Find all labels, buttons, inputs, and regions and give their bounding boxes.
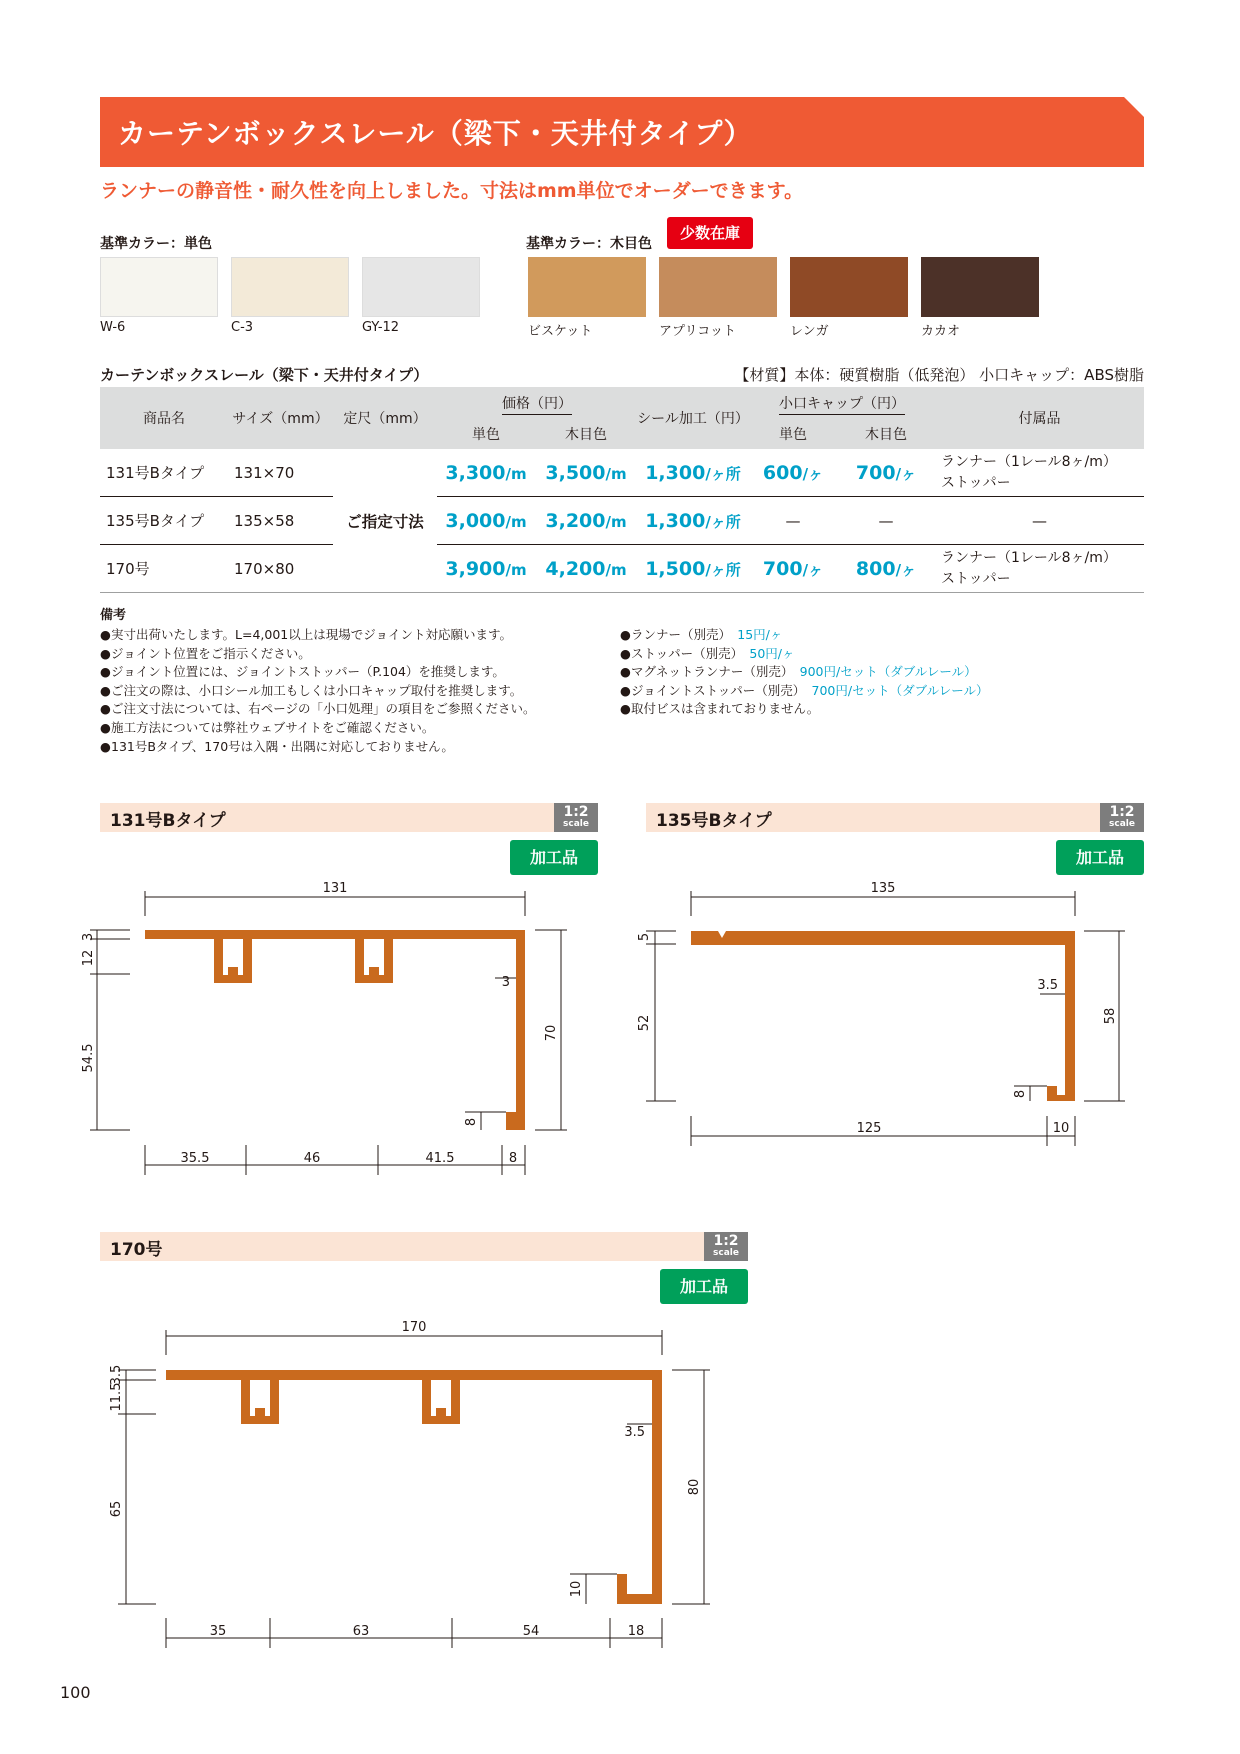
dim-seg: 54 [522,1624,540,1639]
table-row: 135号Bタイプ 135×58 3,000/m 3,200/m 1,300/ヶ所 — — — [100,497,1144,545]
processed-badge: 加工品 [660,1269,748,1304]
swatch-label: C-3 [231,320,254,335]
note-item: ●ランナー（別売） 15円/ヶ [620,627,783,642]
swatch-w6 [100,257,218,317]
dim-top: 3 [81,932,96,942]
dim-seg: 18 [627,1624,645,1639]
dim-lip: 10 [569,1580,584,1598]
dim-seg: 35 [209,1624,227,1639]
dim-seg: 46 [303,1151,321,1166]
note-item: ●取付ビスは含まれておりません。 [620,701,820,717]
dim-lip: 8 [464,1117,479,1127]
swatch-cacao [921,257,1039,317]
dim-height: 80 [687,1478,702,1496]
col-header-accessories: 付属品 [935,387,1144,449]
dim-width: 135 [870,881,896,896]
diagram-header-170 [100,1232,704,1261]
dim-seg: 63 [352,1624,370,1639]
note-item: ●ジョイント位置には、ジョイントストッパー（P.104）を推奨します。 [100,664,505,680]
wood-color-label: 基準カラー：木目色 [526,236,652,252]
table-row: 131号Bタイプ 131×70 ご指定寸法 3,300/m 3,500/m 1,300/ヶ所 600/ヶ 700/ヶ ランナー（1レール8ヶ/m） ストッパー [100,449,1144,497]
swatch-label: W-6 [100,320,126,335]
dim-upper: 11.5 [109,1382,124,1412]
diagram-title-170: 170号 [110,1240,163,1260]
swatch-label: ビスケット [528,324,593,339]
page-title: カーテンボックスレール（梁下・天井付タイプ） [118,117,753,150]
col-header-length: 定尺（mm） [333,387,437,449]
notes-left [100,626,536,756]
swatch-label: カカオ [921,324,961,339]
note-item: ●施工方法については弊社ウェブサイトをご確認ください。 [100,719,435,735]
col-header-price-solid: 単色 [437,418,535,449]
swatch-gy12 [362,257,480,317]
dim-height: 58 [1103,1007,1118,1025]
dim-wall: 3.5 [624,1425,645,1440]
dim-seg: 125 [856,1121,882,1136]
col-header-name: 商品名 [100,387,228,449]
dim-width: 170 [401,1320,427,1335]
spec-table [100,387,1144,593]
col-header-cap: 小口キャップ（円） [749,387,935,418]
processed-badge: 加工品 [510,840,598,875]
col-header-price: 価格（円） [437,387,637,418]
col-header-cap-solid: 単色 [749,418,837,449]
swatch-label: アプリコット [659,324,736,339]
dim-lower: 52 [637,1014,652,1032]
swatch-renga [790,257,908,317]
low-stock-badge: 少数在庫 [667,217,753,249]
swatch-label: GY-12 [362,320,400,335]
page-subtitle: ランナーの静音性・耐久性を向上しました。寸法はmm単位でオーダーできます。 [100,180,804,202]
col-header-size: サイズ（mm） [228,387,333,449]
length-value: ご指定寸法 [333,449,437,593]
dim-upper: 12 [81,949,96,967]
dim-seg: 10 [1052,1121,1070,1136]
note-item: ●ご注文の際は、小口シール加工もしくは小口キャップ取付を推奨します。 [100,682,523,698]
processed-badge: 加工品 [1056,840,1144,875]
note-item: ●131号Bタイプ、170号は入隅・出隅に対応しておりません。 [100,738,454,754]
dim-wall: 3.5 [1037,978,1058,993]
diagram-131 [80,880,570,1180]
swatch-biscuit [528,257,646,317]
dim-height: 70 [544,1024,559,1042]
dim-top: 5 [637,932,652,942]
dim-wall: 3 [501,975,510,990]
dim-lower: 54.5 [81,1043,96,1073]
dim-lower: 65 [109,1500,124,1518]
dim-top: 3.5 [109,1364,124,1386]
diagram-135 [626,880,1126,1160]
dim-seg: 35.5 [180,1151,210,1166]
table-title: カーテンボックスレール（梁下・天井付タイプ） [100,366,429,384]
swatch-apricot [659,257,777,317]
scale-badge: 1:2 scale [704,1232,748,1261]
diagram-title-135: 135号Bタイプ [656,811,772,831]
swatch-label: レンガ [790,324,829,339]
dim-lip: 8 [1013,1089,1028,1099]
col-header-cap-wood: 木目色 [837,418,935,449]
col-header-price-wood: 木目色 [535,418,637,449]
note-item: ●ジョイントストッパー（別売） 700円/セット（ダブルレール） [620,682,989,698]
dim-seg: 41.5 [425,1151,455,1166]
solid-color-label: 基準カラー：単色 [100,236,212,252]
note-item: ●実寸出荷いたします。L=4,001以上は現場でジョイント対応願います。 [100,627,512,642]
note-item: ●マグネットランナー（別売） 900円/セット（ダブルレール） [620,664,977,680]
diagram-170 [100,1310,720,1650]
dim-width: 131 [322,881,348,896]
col-header-seal: シール加工（円） [637,387,749,449]
note-item: ●ご注文寸法については、右ページの「小口処理」の項目をご参照ください。 [100,701,536,717]
notes-title: 備考 [100,608,127,623]
page-number: 100 [60,1683,91,1702]
table-row: 170号 170×80 3,900/m 4,200/m 1,500/ヶ所 700/ヶ 800/ヶ ランナー（1レール8ヶ/m） ストッパー [100,545,1144,593]
diagram-title-131: 131号Bタイプ [110,811,226,831]
dim-seg: 8 [508,1151,518,1166]
note-item: ●ジョイント位置をご指示ください。 [100,645,311,661]
material-note: 【材質】本体：硬質樹脂（低発泡） 小口キャップ：ABS樹脂 [734,366,1144,384]
scale-badge: 1:2 scale [1100,803,1144,832]
notes-right [620,626,989,719]
note-item: ●ストッパー（別売） 50円/ヶ [620,645,795,661]
swatch-c3 [231,257,349,317]
scale-badge: 1:2 scale [554,803,598,832]
